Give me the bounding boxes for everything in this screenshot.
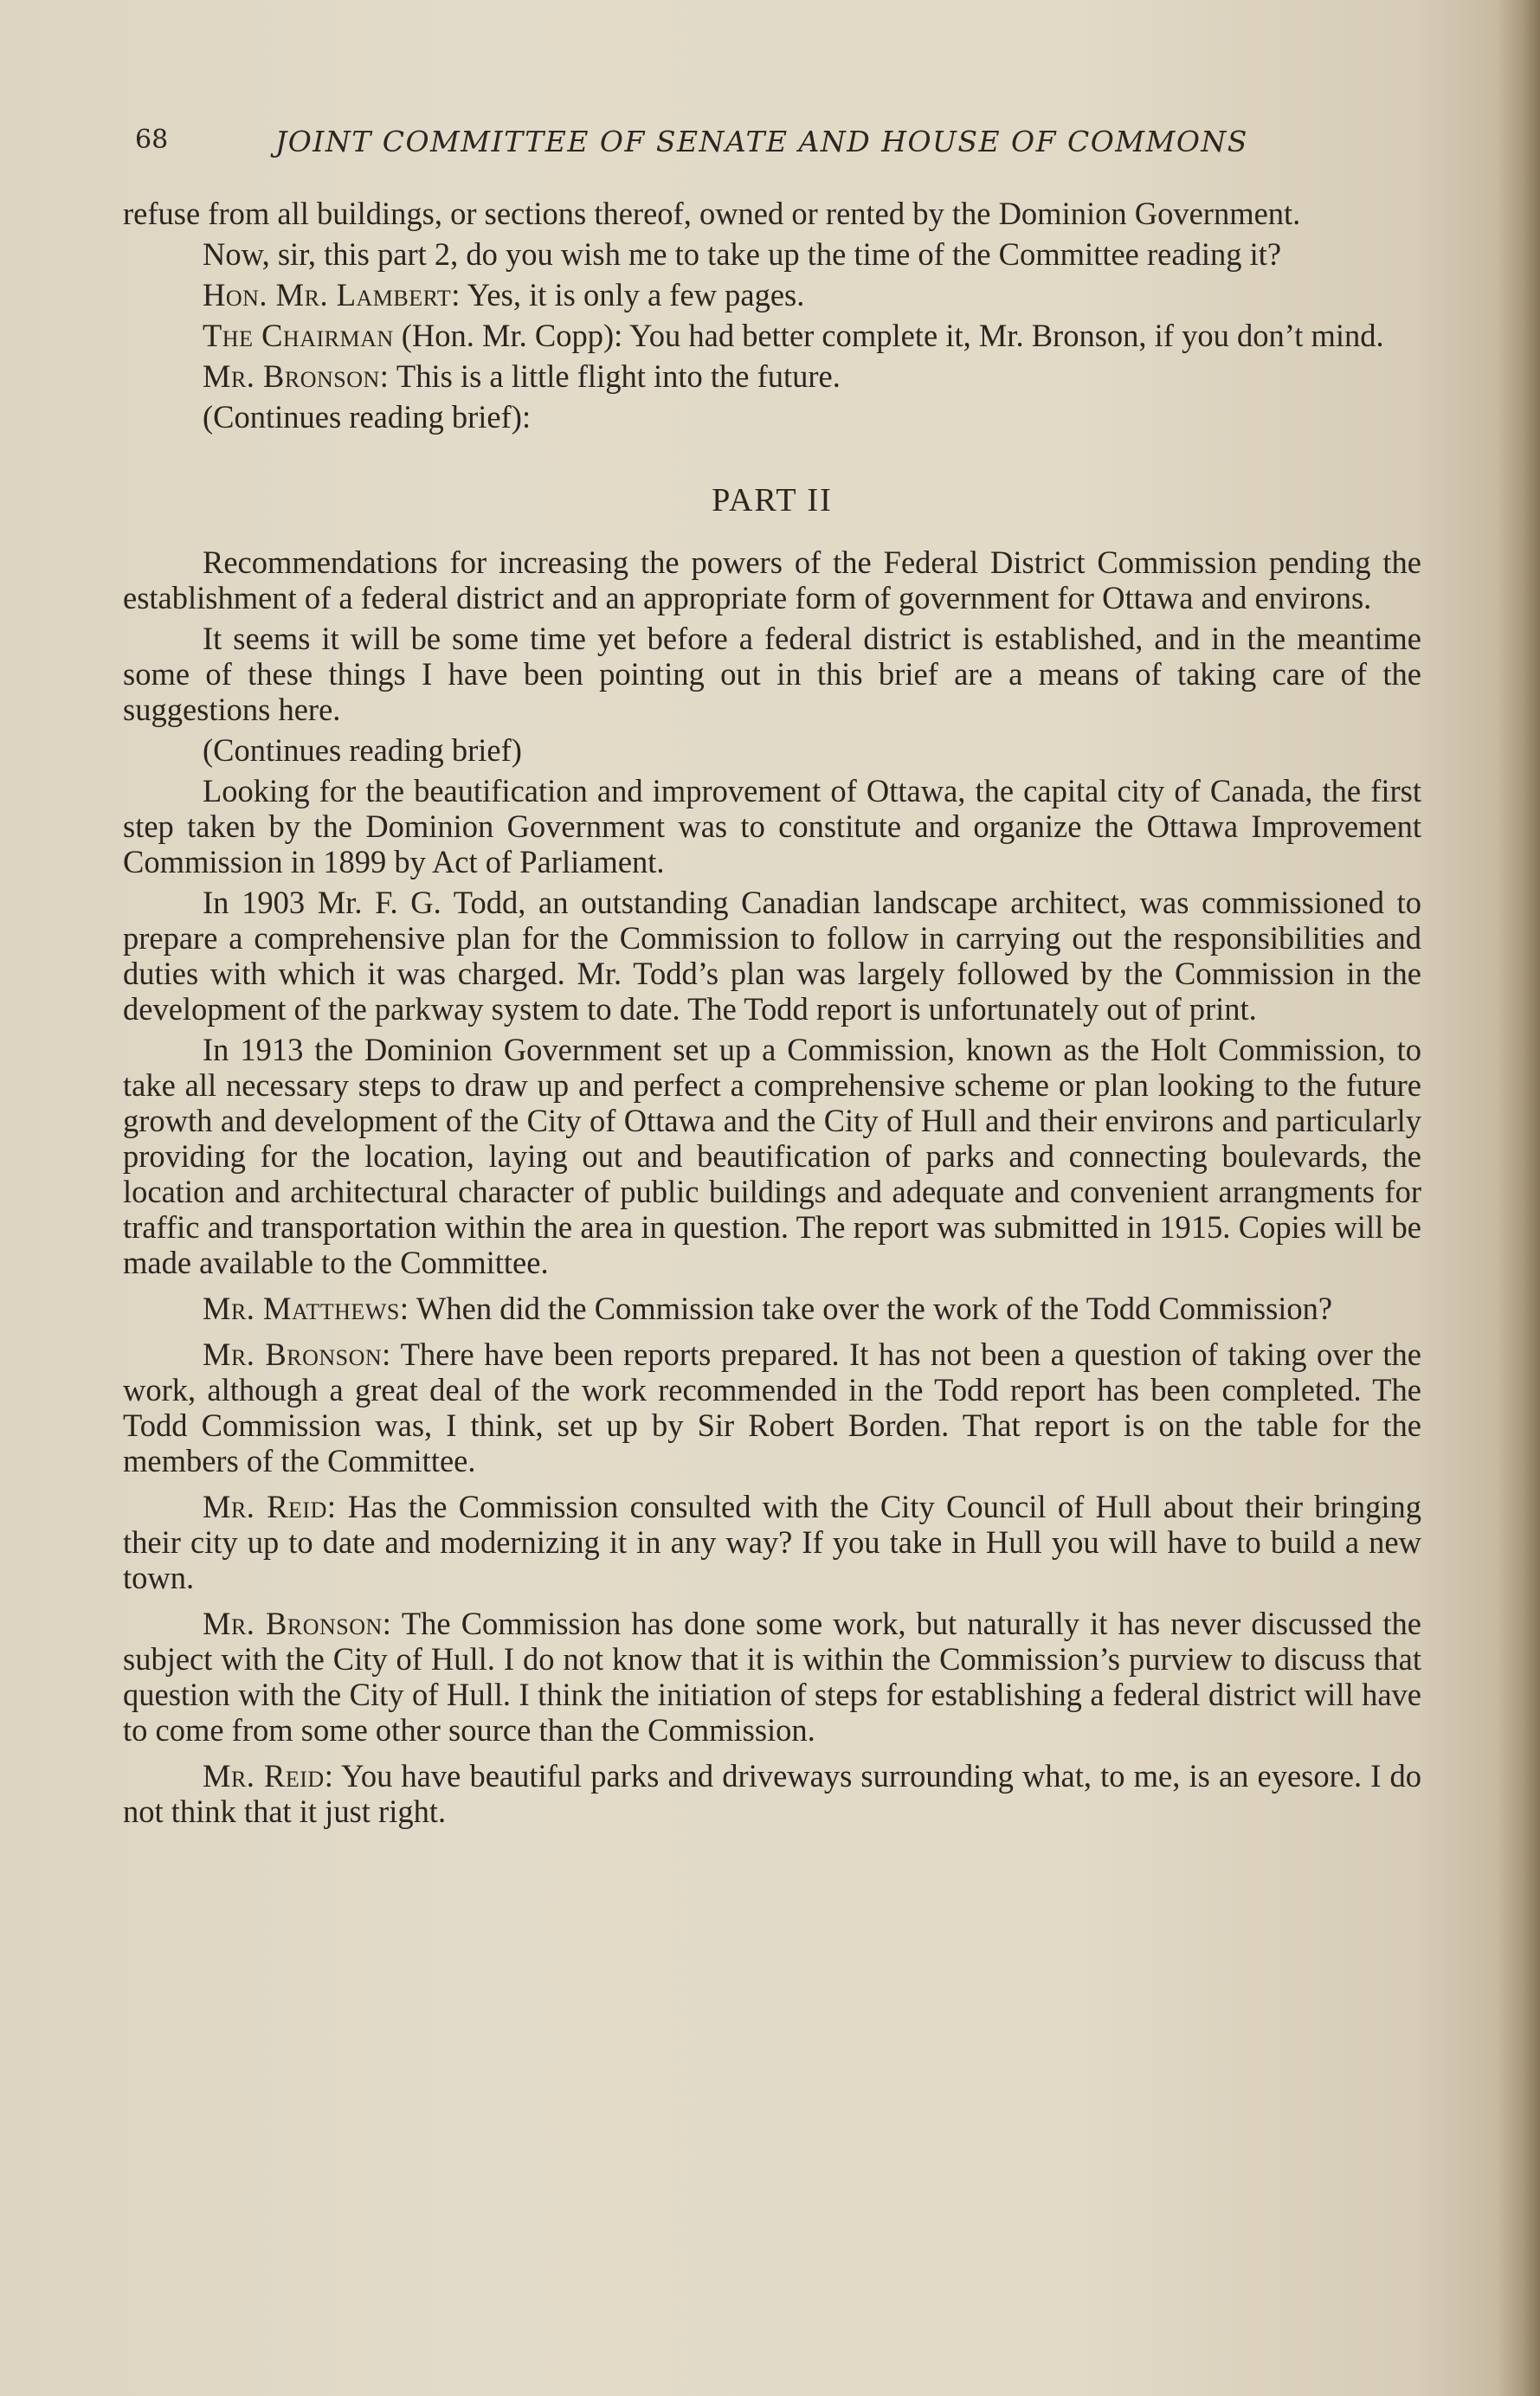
page-shadow-edge — [1497, 0, 1540, 2396]
paragraph: Recommendations for increasing the powers of the Federal District Commission pending the establishment of a federal district and an appropriate form of government for Ottawa and environs. — [123, 544, 1421, 615]
paragraph: Looking for the beautification and improvement of Ottawa, the capital city of Canada, the first step taken by the Dominion Government was to constitute and organize the Ottawa Improvement Commission in 1899 by Act of Parliament. — [123, 773, 1421, 879]
speech-reid — [123, 1758, 1421, 1829]
speaker-name: Mr. Matthews: — [203, 1291, 409, 1326]
speech-text: The Commission has done some work, but naturally it has never discussed the subject with the City of Hull. I do not know that it is within the Commission’s purview to discuss that question with the City of Hull. I think the initiation of steps for establishing a federal district will have to come from some other source than the Commission. — [123, 1606, 1421, 1748]
page-header — [130, 119, 1428, 171]
section-heading: PART II — [712, 482, 833, 518]
page-number: 68 — [135, 125, 169, 155]
speaker-name: Mr. Bronson: — [203, 1336, 391, 1372]
speaker-name: Mr. Reid: — [203, 1758, 334, 1794]
speech-matthews — [123, 1291, 1421, 1326]
speaker-name: Mr. Bronson: — [203, 1606, 392, 1641]
speech-text: (Hon. Mr. Copp): You had better complete it, Mr. Bronson, if you don’t mind. — [393, 318, 1384, 353]
paragraph-continuation: refuse from all buildings, or sections thereof, owned or rented by the Dominion Government. — [123, 196, 1301, 231]
speech-text: There have been reports prepared. It has not been a question of taking over the work, although a great deal of the work recommended in the Todd report has been completed. The Todd Commission was, I think, set up by Sir Robert Borden. That report is on the table for the members of the Committee. — [123, 1336, 1421, 1478]
speech-reid — [123, 1489, 1421, 1595]
speech-bronson — [123, 1606, 1421, 1748]
speech-text: You have beautiful parks and driveways surrounding what, to me, is an eyesore. I do not think that it just right. — [123, 1758, 1421, 1829]
speaker-name: The Chairman — [203, 318, 394, 353]
speech-text: Has the Commission consulted with the City Council of Hull about their bringing their city up to date and modernizing it in any way? If you take in Hull you will have to build a new town. — [123, 1489, 1421, 1595]
speech-chairman — [123, 318, 1421, 353]
paragraph: In 1913 the Dominion Government set up a Commission, known as the Holt Commission, to take all necessary steps to draw up and perfect a comprehensive scheme or plan looking to the future growth and development of the City of Ottawa and the City of Hull and their environs and particularly providing for the location, laying out and beautification of parks and connecting boulevards, the location and architectural character of public buildings and adequate and convenient arrangments for traffic and transportation within the area in question. The report was submitted in 1915. Copies will be made available to the Committee. — [123, 1032, 1421, 1280]
stage-direction: (Continues reading brief) — [203, 732, 522, 768]
speech-text: When did the Commission take over the work of the Todd Commission? — [409, 1291, 1333, 1326]
body-text — [123, 196, 1421, 1829]
speaker-name: Hon. Mr. Lambert: — [203, 277, 461, 312]
speaker-name: Mr. Reid: — [203, 1489, 337, 1524]
speech-bronson — [123, 1336, 1421, 1478]
stage-direction: (Continues reading brief): — [203, 399, 532, 435]
speech-bronson — [123, 358, 1421, 394]
running-head: JOINT COMMITTEE OF SENATE AND HOUSE OF COMMONS — [275, 125, 1248, 158]
paragraph: It seems it will be some time yet before a federal district is established, and in the meantime some of these things I have been pointing out in this brief are a means of taking care of the suggestions here. — [123, 621, 1421, 727]
speech-lambert — [123, 277, 1421, 312]
speech-text: Yes, it is only a few pages. — [460, 277, 805, 312]
speech-text: This is a little flight into the future. — [389, 358, 841, 394]
paragraph: In 1903 Mr. F. G. Todd, an outstanding Canadian landscape architect, was commissioned to prepare a comprehensive plan for the Commission to follow in carrying out the responsibilities and duties with which it was charged. Mr. Todd’s plan was largely followed by the Commission in the development of the parkway system to date. The Todd report is unfortunately out of print. — [123, 885, 1421, 1027]
speaker-name: Mr. Bronson: — [203, 358, 390, 394]
paragraph: Now, sir, this part 2, do you wish me to take up the time of the Committee reading it? — [203, 236, 1282, 272]
